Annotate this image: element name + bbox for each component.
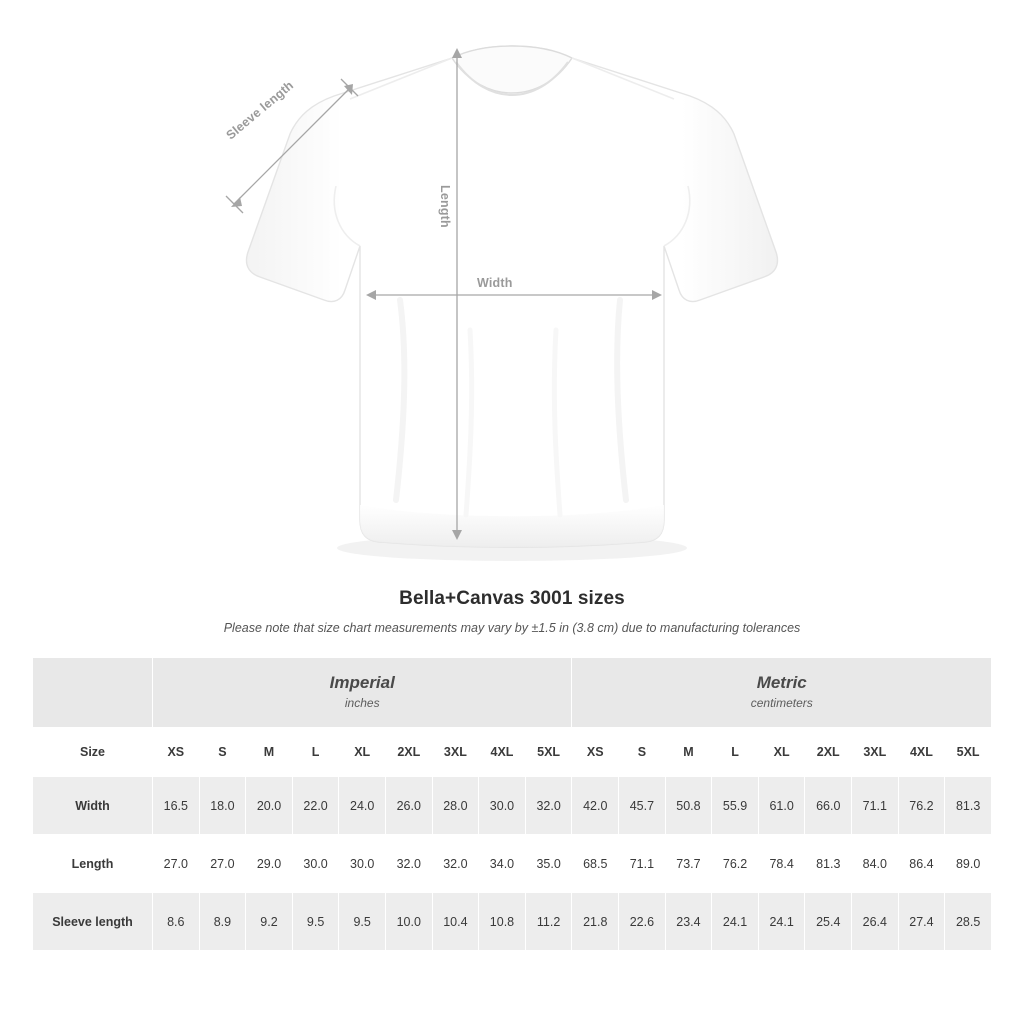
row-label-sleeve-length: Sleeve length — [33, 893, 153, 951]
size-header-imperial-5xl: 5XL — [525, 728, 572, 777]
size-header-metric-xs: XS — [572, 728, 619, 777]
size-header-imperial-m: M — [246, 728, 293, 777]
cell-length-imperial-2xl: 32.0 — [385, 835, 432, 893]
unit-group-metric — [572, 658, 992, 728]
cell-sleeve-imperial-xl: 9.5 — [339, 893, 386, 951]
size-header-imperial-2xl: 2XL — [385, 728, 432, 777]
size-header-metric-xl: XL — [758, 728, 805, 777]
cell-length-metric-m: 73.7 — [665, 835, 712, 893]
cell-sleeve-imperial-s: 8.9 — [199, 893, 246, 951]
cell-sleeve-metric-s: 22.6 — [619, 893, 666, 951]
cell-sleeve-imperial-m: 9.2 — [246, 893, 293, 951]
cell-sleeve-imperial-2xl: 10.0 — [385, 893, 432, 951]
size-header-imperial-xl: XL — [339, 728, 386, 777]
cell-width-imperial-xs: 16.5 — [153, 777, 200, 835]
cell-sleeve-metric-4xl: 27.4 — [898, 893, 945, 951]
sleeve-length-label: Sleeve length — [223, 78, 297, 143]
cell-sleeve-metric-5xl: 28.5 — [945, 893, 992, 951]
cell-length-imperial-xl: 30.0 — [339, 835, 386, 893]
unit-name-imperial: Imperial — [329, 672, 395, 692]
row-label-length: Length — [33, 835, 153, 893]
cell-width-imperial-s: 18.0 — [199, 777, 246, 835]
cell-length-imperial-l: 30.0 — [292, 835, 339, 893]
cell-length-metric-xs: 68.5 — [572, 835, 619, 893]
size-header-imperial-xs: XS — [153, 728, 200, 777]
width-label: Width — [477, 276, 513, 290]
table-row — [33, 835, 992, 893]
size-header-metric-l: L — [712, 728, 759, 777]
page-title: Bella+Canvas 3001 sizes — [399, 588, 625, 609]
cell-length-metric-5xl: 89.0 — [945, 835, 992, 893]
unit-sub-imperial: inches — [344, 695, 380, 710]
tolerance-note: Please note that size chart measurements may vary by ±1.5 in (3.8 cm) due to manufacturing tolerances — [223, 621, 801, 635]
size-header-imperial-4xl: 4XL — [479, 728, 526, 777]
cell-length-imperial-3xl: 32.0 — [432, 835, 479, 893]
cell-sleeve-metric-l: 24.1 — [712, 893, 759, 951]
cell-length-imperial-s: 27.0 — [199, 835, 246, 893]
cell-width-imperial-5xl: 32.0 — [525, 777, 572, 835]
row-label-width: Width — [33, 777, 153, 835]
title-block — [0, 588, 1024, 635]
cell-width-imperial-m: 20.0 — [246, 777, 293, 835]
cell-length-imperial-5xl: 35.0 — [525, 835, 572, 893]
cell-length-imperial-xs: 27.0 — [153, 835, 200, 893]
cell-width-metric-s: 45.7 — [619, 777, 666, 835]
cell-width-imperial-l: 22.0 — [292, 777, 339, 835]
cell-length-metric-4xl: 86.4 — [898, 835, 945, 893]
cell-sleeve-imperial-l: 9.5 — [292, 893, 339, 951]
cell-width-metric-4xl: 76.2 — [898, 777, 945, 835]
cell-sleeve-imperial-5xl: 11.2 — [525, 893, 572, 951]
cell-width-metric-2xl: 66.0 — [805, 777, 852, 835]
size-table — [32, 657, 992, 951]
size-header-row — [33, 728, 992, 777]
cell-width-metric-xl: 61.0 — [758, 777, 805, 835]
cell-length-metric-s: 71.1 — [619, 835, 666, 893]
cell-width-imperial-2xl: 26.0 — [385, 777, 432, 835]
table-corner — [33, 658, 153, 728]
size-header-imperial-l: L — [292, 728, 339, 777]
unit-sub-metric: centimeters — [750, 695, 813, 710]
cell-width-metric-xs: 42.0 — [572, 777, 619, 835]
cell-width-metric-5xl: 81.3 — [945, 777, 992, 835]
cell-width-metric-m: 50.8 — [665, 777, 712, 835]
cell-length-imperial-m: 29.0 — [246, 835, 293, 893]
cell-width-imperial-3xl: 28.0 — [432, 777, 479, 835]
cell-width-metric-3xl: 71.1 — [852, 777, 899, 835]
cell-sleeve-metric-xs: 21.8 — [572, 893, 619, 951]
cell-length-imperial-4xl: 34.0 — [479, 835, 526, 893]
size-header-metric-5xl: 5XL — [945, 728, 992, 777]
cell-length-metric-xl: 78.4 — [758, 835, 805, 893]
cell-sleeve-metric-xl: 24.1 — [758, 893, 805, 951]
size-header-metric-3xl: 3XL — [852, 728, 899, 777]
cell-sleeve-imperial-3xl: 10.4 — [432, 893, 479, 951]
size-header-imperial-s: S — [199, 728, 246, 777]
cell-sleeve-metric-3xl: 26.4 — [852, 893, 899, 951]
cell-sleeve-imperial-xs: 8.6 — [153, 893, 200, 951]
cell-length-metric-3xl: 84.0 — [852, 835, 899, 893]
cell-width-imperial-4xl: 30.0 — [479, 777, 526, 835]
table-row — [33, 893, 992, 951]
cell-width-imperial-xl: 24.0 — [339, 777, 386, 835]
size-header-metric-2xl: 2XL — [805, 728, 852, 777]
size-header-metric-4xl: 4XL — [898, 728, 945, 777]
cell-sleeve-metric-m: 23.4 — [665, 893, 712, 951]
size-header-metric-s: S — [619, 728, 666, 777]
size-label-cell: Size — [33, 728, 153, 777]
unit-name-metric: Metric — [756, 672, 807, 692]
cell-length-metric-l: 76.2 — [712, 835, 759, 893]
size-header-imperial-3xl: 3XL — [432, 728, 479, 777]
table-row — [33, 777, 992, 835]
cell-length-metric-2xl: 81.3 — [805, 835, 852, 893]
cell-sleeve-imperial-4xl: 10.8 — [479, 893, 526, 951]
cell-sleeve-metric-2xl: 25.4 — [805, 893, 852, 951]
cell-width-metric-l: 55.9 — [712, 777, 759, 835]
size-header-metric-m: M — [665, 728, 712, 777]
unit-header-row — [33, 658, 992, 728]
length-label: Length — [438, 185, 452, 228]
size-table-wrapper — [32, 657, 992, 951]
unit-group-imperial — [153, 658, 572, 728]
